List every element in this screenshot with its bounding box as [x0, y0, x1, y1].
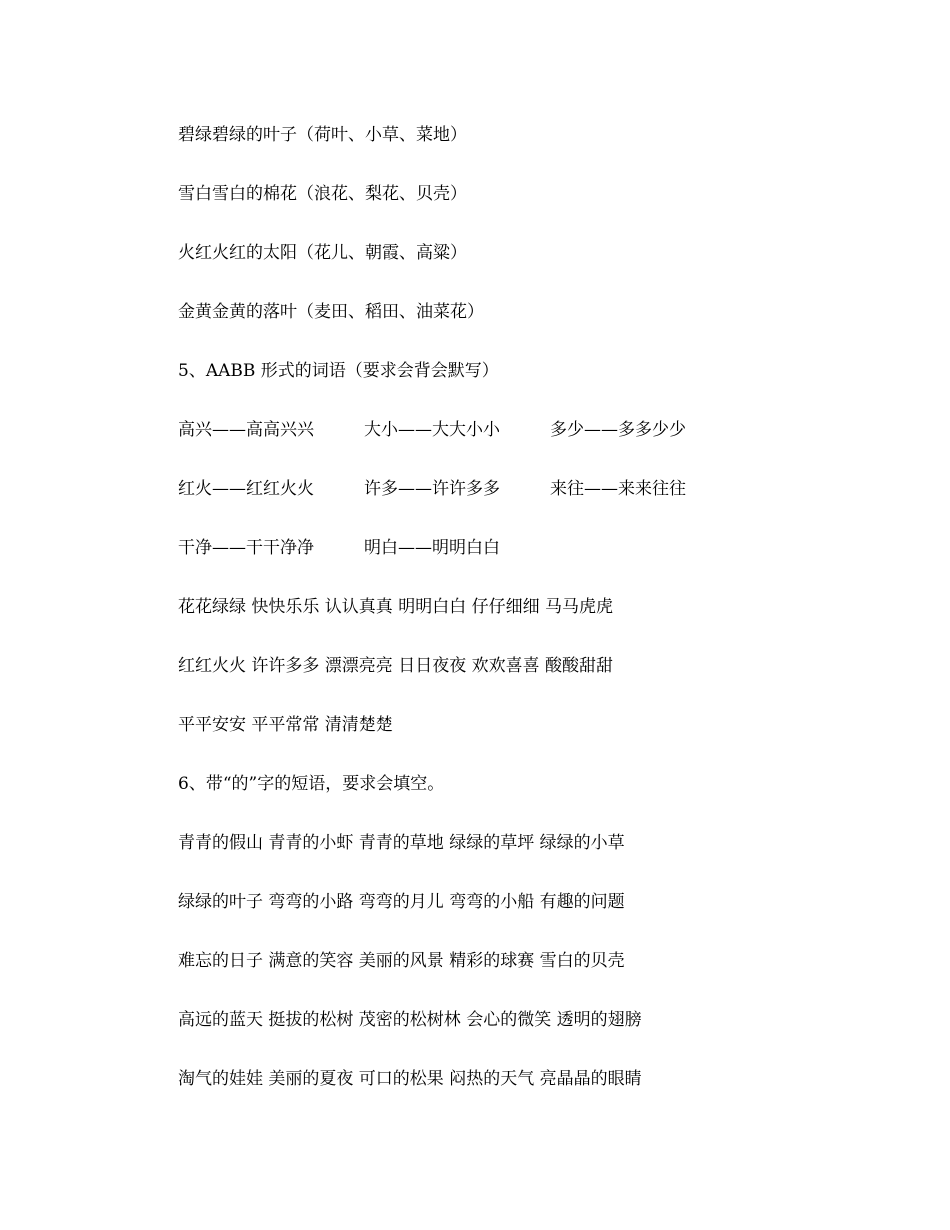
word-list-line: 花花绿绿 快快乐乐 认认真真 明明白白 仔仔细细 马马虎虎 — [178, 597, 614, 617]
text-line: 雪白雪白的棉花（浪花、梨花、贝壳） — [178, 184, 467, 204]
section-heading: 6、带“的”字的短语，要求会填空。 — [178, 774, 445, 794]
word-pair: 大小——大大小小 — [364, 420, 500, 440]
word-pair: 许多——许许多多 — [364, 479, 500, 499]
phrase-line: 青青的假山 青青的小虾 青青的草地 绿绿的草坪 绿绿的小草 — [178, 833, 625, 853]
word-pair-row — [178, 477, 708, 501]
phrase-line: 淘气的娃娃 美丽的夏夜 可口的松果 闷热的天气 亮晶晶的眼睛 — [178, 1069, 642, 1089]
word-list-line: 平平安安 平平常常 清清楚楚 — [178, 715, 393, 735]
section-heading: 5、AABB 形式的词语（要求会背会默写） — [178, 361, 499, 381]
phrase-line: 难忘的日子 满意的笑容 美丽的风景 精彩的球赛 雪白的贝壳 — [178, 951, 625, 971]
text-line: 火红火红的太阳（花儿、朝霞、高粱） — [178, 243, 467, 263]
word-pair-row — [178, 536, 708, 560]
phrase-line: 绿绿的叶子 弯弯的小路 弯弯的月儿 弯弯的小船 有趣的问题 — [178, 892, 625, 912]
word-pair: 高兴——高高兴兴 — [178, 420, 314, 440]
word-list-line: 红红火火 许许多多 漂漂亮亮 日日夜夜 欢欢喜喜 酸酸甜甜 — [178, 656, 614, 676]
word-pair: 多少——多多少少 — [550, 420, 686, 440]
text-line: 碧绿碧绿的叶子（荷叶、小草、菜地） — [178, 125, 467, 145]
word-pair: 红火——红红火火 — [178, 479, 314, 499]
word-pair: 来往——来来往往 — [550, 479, 686, 499]
text-line: 金黄金黄的落叶（麦田、稻田、油菜花） — [178, 302, 484, 322]
phrase-line: 高远的蓝天 挺拔的松树 茂密的松树林 会心的微笑 透明的翅膀 — [178, 1010, 642, 1030]
word-pair-row — [178, 418, 708, 442]
word-pair: 明白——明明白白 — [364, 538, 500, 558]
word-pair: 干净——干干净净 — [178, 538, 314, 558]
